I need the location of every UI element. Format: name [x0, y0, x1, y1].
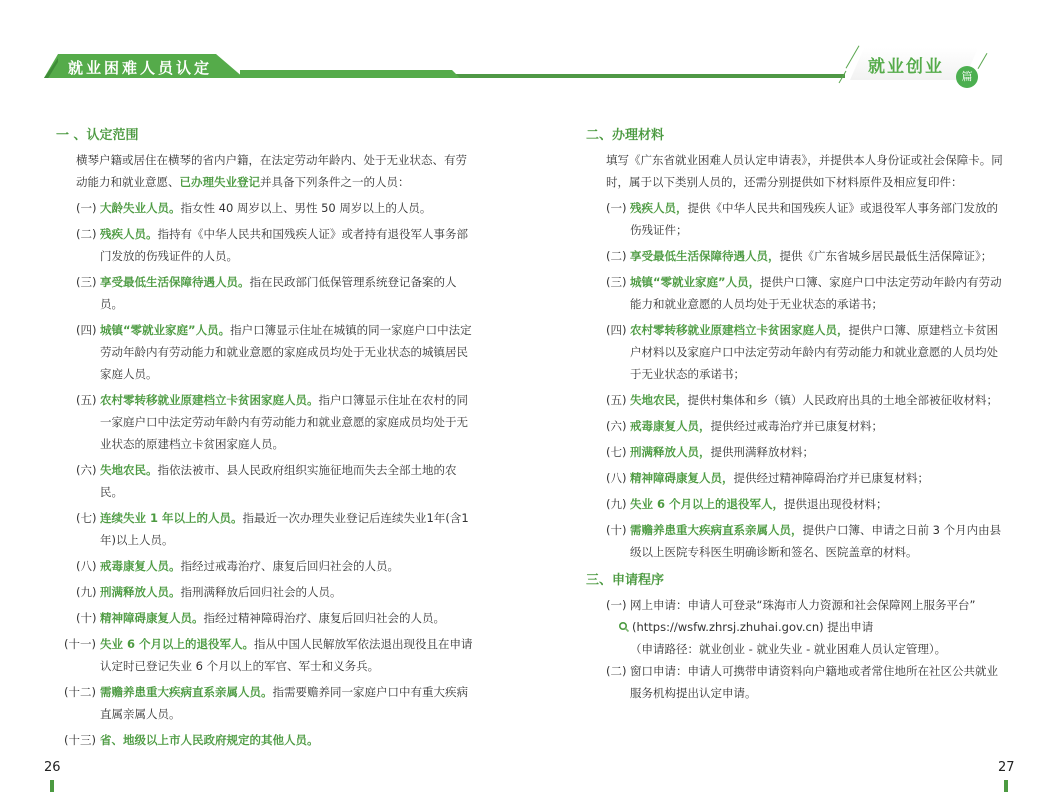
- chapter-title: 就业创业: [868, 57, 944, 77]
- item-number: (八): [76, 559, 97, 573]
- item-text: [630, 519, 1006, 563]
- item-number: (二): [606, 249, 627, 263]
- item-number: (六): [606, 419, 627, 433]
- item-text: [630, 197, 1006, 241]
- item-description: 指需要赡养同一家庭户口中有重大疾病直属亲属人员。: [100, 685, 468, 721]
- link-text[interactable]: (https://wsfw.zhrsj.zhuhai.gov.cn) 提出申请: [632, 620, 874, 634]
- item-number: (七): [606, 445, 627, 459]
- item-highlight: 城镇“零就业家庭”人员，: [630, 275, 761, 289]
- list-item: [56, 271, 476, 315]
- item-highlight: 大龄失业人员。: [100, 201, 181, 215]
- list-item: [586, 245, 1006, 267]
- item-number: (五): [606, 393, 627, 407]
- item-number: (九): [606, 497, 627, 511]
- header-rule-thick: [240, 70, 460, 78]
- intro-text: 横琴户籍或居住在横琴的省内户籍，在法定劳动年龄内、处于无业状态、有劳动能力和就业意愿、: [76, 153, 467, 189]
- section-title: 三、申请程序: [586, 573, 665, 588]
- item-highlight: 农村零转移就业原建档立卡贫困家庭人员。: [100, 393, 319, 407]
- item-highlight: 刑满释放人员。: [100, 585, 181, 599]
- list-item: [586, 467, 1006, 489]
- list-item: [586, 493, 1006, 515]
- item-description: 提供经过精神障碍治疗并已康复材料；: [733, 471, 929, 485]
- intro-paragraph: 填写《广东省就业困难人员认定申请表》，并提供本人身份证或社会保障卡。同时，属于以下类别人员的，还需分别提供如下材料原件及相应复印件：: [606, 153, 1003, 189]
- item-text: [630, 415, 1006, 437]
- page-marker-left: [50, 780, 54, 792]
- list-item: [586, 519, 1006, 563]
- page-number-left: 26: [44, 760, 61, 775]
- item-highlight: 戒毒康复人员。: [100, 559, 181, 573]
- item-number: (八): [606, 471, 627, 485]
- item-description: 提供《中华人民共和国残疾人证》或退役军人事务部门发放的伤残证件；: [630, 201, 998, 237]
- platform-link[interactable]: [586, 616, 1006, 638]
- item-text: [630, 389, 1006, 411]
- item-description: 指女性 40 周岁以上、男性 50 周岁以上的人员。: [180, 201, 432, 215]
- list-item: [586, 389, 1006, 411]
- item-number: (十): [76, 611, 97, 625]
- list-item: [586, 415, 1006, 437]
- intro-text-end: 并具备下列条件之一的人员：: [260, 175, 410, 189]
- item-description: 指户口簿显示住址在农村的同一家庭户口中法定劳动年龄内有劳动能力和就业意愿的家庭成员均处于无业状态的原建档立卡贫困家庭人员。: [100, 393, 468, 451]
- item-text: [100, 633, 476, 677]
- item-text: [100, 271, 476, 315]
- item-description: 提供户口簿、原建档立卡贫困户材料以及家庭户口中法定劳动年龄内有劳动能力和就业意愿的人员均处于无业状态的承诺书；: [630, 323, 998, 381]
- item-highlight: 需赡养患重大疾病直系亲属人员，: [630, 523, 803, 537]
- list-item: [56, 507, 476, 551]
- list-item: [56, 459, 476, 503]
- item-text: [100, 389, 476, 455]
- left-page-content: [56, 124, 476, 751]
- item-text: [100, 507, 476, 551]
- page-number-right: 27: [998, 760, 1015, 775]
- list-item: [56, 633, 476, 677]
- item-highlight: 失地农民，: [630, 393, 688, 407]
- item-text: [100, 197, 476, 219]
- item-number: (三): [76, 275, 97, 289]
- list-item: [586, 594, 1006, 616]
- item-description: 提供户口簿、家庭户口中法定劳动年龄内有劳动能力和就业意愿的人员均处于无业状态的承诺书；: [630, 275, 1002, 311]
- item-number: (十一): [64, 637, 96, 651]
- item-number: (一): [606, 598, 627, 612]
- item-description: 提供户口簿、申请之日前 3 个月内由县级以上医院专科医生明确诊断和签名、医院盖章的材料。: [630, 523, 1002, 559]
- page-marker-right: [1004, 780, 1008, 792]
- item-number: (二): [606, 664, 627, 678]
- item-description: 指持有《中华人民共和国残疾人证》或者持有退役军人事务部门发放的伤残证件的人员。: [100, 227, 468, 263]
- chapter-suffix-badge: 篇: [956, 66, 978, 88]
- item-highlight: 享受最低生活保障待遇人员。: [100, 275, 250, 289]
- list-item: [56, 555, 476, 577]
- item-text: 网上申请：申请人可登录“珠海市人力资源和社会保障网上服务平台”: [630, 598, 976, 612]
- list-item: [56, 389, 476, 455]
- item-highlight: 精神障碍康复人员，: [630, 471, 734, 485]
- item-text: [100, 223, 476, 267]
- intro-paragraph: [56, 149, 476, 193]
- decor-slash: [978, 53, 988, 69]
- item-description: 提供村集体和乡（镇）人民政府出具的土地全部被征收材料；: [687, 393, 998, 407]
- item-highlight: 农村零转移就业原建档立卡贫困家庭人员，: [630, 323, 849, 337]
- item-text: [100, 581, 476, 603]
- item-number: (三): [606, 275, 627, 289]
- list-item: [56, 607, 476, 629]
- item-text: [630, 319, 1006, 385]
- item-text: [630, 467, 1006, 489]
- list-item: [56, 197, 476, 219]
- item-description: 指依法被市、县人民政府组织实施征地而失去全部土地的农民。: [100, 463, 457, 499]
- list-item: [56, 581, 476, 603]
- item-highlight: 刑满释放人员，: [630, 445, 711, 459]
- item-highlight: 残疾人员，: [630, 201, 688, 215]
- intro-highlight: 已办理失业登记: [179, 175, 260, 189]
- item-number: (一): [76, 201, 97, 215]
- item-number: (十三): [64, 733, 96, 747]
- item-highlight: 省、地级以上市人民政府规定的其他人员。: [100, 733, 319, 747]
- item-number: (二): [76, 227, 97, 241]
- item-description: 指最近一次办理失业登记后连续失业1年(含1年)以上人员。: [100, 511, 469, 547]
- item-text: 窗口申请：申请人可携带申请资料向户籍地或者常住地所在社区公共就业服务机构提出认定申请。: [630, 664, 998, 700]
- list-item: [56, 681, 476, 725]
- item-text: [100, 681, 476, 725]
- item-highlight: 戒毒康复人员，: [630, 419, 711, 433]
- item-text: [630, 271, 1006, 315]
- item-number: (五): [76, 393, 97, 407]
- item-highlight: 精神障碍康复人员。: [100, 611, 204, 625]
- item-number: (一): [606, 201, 627, 215]
- section-title: 一 、认定范围: [56, 128, 139, 143]
- item-text: [630, 245, 1006, 267]
- item-number: (四): [606, 323, 627, 337]
- item-highlight: 失地农民。: [100, 463, 158, 477]
- item-text: [100, 459, 476, 503]
- item-description: 提供退出现役材料；: [784, 497, 888, 511]
- item-highlight: 失业 6 个月以上的退役军人，: [630, 497, 785, 511]
- list-item: [586, 197, 1006, 241]
- item-description: 指从中国人民解放军依法退出现役且在申请认定时已登记失业 6 个月以上的军官、军士和义务兵。: [100, 637, 473, 673]
- application-path: （申请路径：就业创业 - 就业失业 - 就业困难人员认定管理）。: [630, 642, 947, 656]
- item-highlight: 城镇“零就业家庭”人员。: [100, 323, 231, 337]
- item-description: 提供经过戒毒治疗并已康复材料；: [710, 419, 883, 433]
- list-item: [586, 319, 1006, 385]
- page-title: 就业困难人员认定: [68, 59, 213, 77]
- list-item: [56, 223, 476, 267]
- list-item: [56, 729, 476, 751]
- item-text: [100, 555, 476, 577]
- item-highlight: 失业 6 个月以上的退役军人。: [100, 637, 255, 651]
- item-highlight: 残疾人员。: [100, 227, 158, 241]
- item-number: (四): [76, 323, 97, 337]
- item-number: (九): [76, 585, 97, 599]
- list-item: [586, 660, 1006, 704]
- item-text: [100, 729, 476, 751]
- item-text: [630, 493, 1006, 515]
- section-title: 二、办理材料: [586, 128, 665, 143]
- item-text: [100, 607, 476, 629]
- item-text: [630, 441, 1006, 463]
- item-description: 指在民政部门低保管理系统登记备案的人员。: [100, 275, 457, 311]
- right-page-content: [586, 124, 1006, 704]
- list-item: [586, 441, 1006, 463]
- list-item: [56, 319, 476, 385]
- item-description: 提供《广东省城乡居民最低生活保障证》；: [779, 249, 993, 263]
- item-description: 指户口簿显示住址在城镇的同一家庭户口中法定劳动年龄内有劳动能力和就业意愿的家庭成员均处于无业状态的城镇居民家庭人员。: [100, 323, 472, 381]
- link-icon: [618, 621, 630, 633]
- item-highlight: 享受最低生活保障待遇人员，: [630, 249, 780, 263]
- list-item: [586, 271, 1006, 315]
- item-description: 指经过戒毒治疗、康复后回归社会的人员。: [180, 559, 399, 573]
- item-number: (七): [76, 511, 97, 525]
- item-text: [100, 319, 476, 385]
- item-description: 提供刑满释放材料；: [710, 445, 814, 459]
- item-highlight: 连续失业 1 年以上的人员。: [100, 511, 243, 525]
- item-highlight: 需赡养患重大疾病直系亲属人员。: [100, 685, 273, 699]
- item-description: 指刑满释放后回归社会的人员。: [180, 585, 342, 599]
- item-description: 指经过精神障碍治疗、康复后回归社会的人员。: [203, 611, 445, 625]
- item-number: (六): [76, 463, 97, 477]
- item-number: (十): [606, 523, 627, 537]
- item-number: (十二): [64, 685, 96, 699]
